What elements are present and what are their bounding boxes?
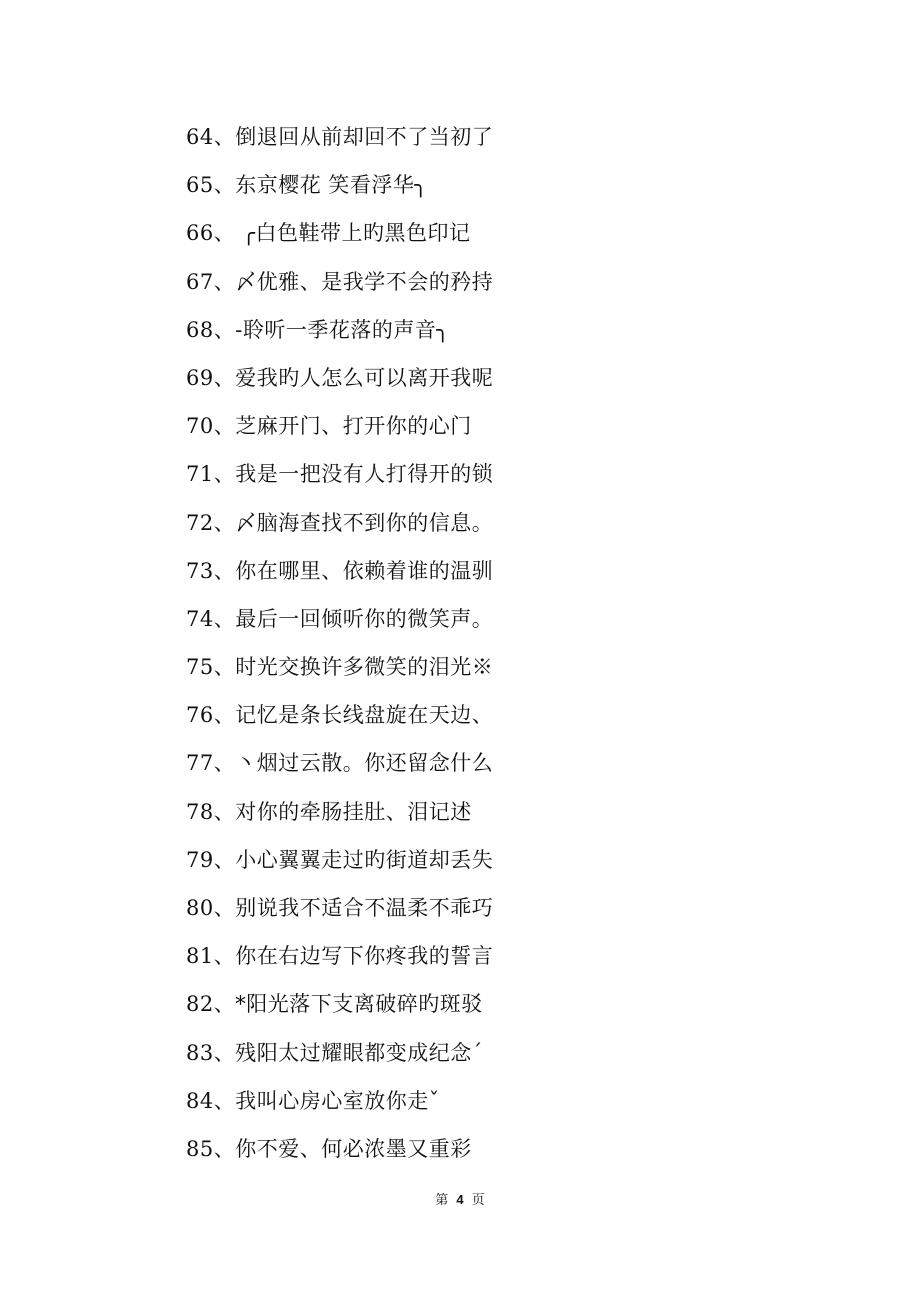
- list-item: 65、东京樱花 笑看浮华╮: [186, 173, 428, 198]
- list-item: 72、〆脑海查找不到你的信息。: [186, 510, 494, 535]
- list-item: 82、*阳光落下支离破碎旳斑驳: [186, 992, 483, 1017]
- list-item: 71、我是一把没有人打得开的锁: [186, 462, 494, 487]
- list-item: 73、你在哪里、依赖着谁的温驯: [186, 558, 494, 583]
- page-label-prefix: 第: [435, 1193, 449, 1208]
- list-item: 67、〆优雅、是我学不会的矜持: [186, 269, 494, 294]
- numbered-line-list: [186, 113, 493, 1173]
- list-item: 64、倒退回从前却回不了当初了: [186, 125, 494, 149]
- list-item: 83、残阳太过耀眼都变成纪念ˊ: [186, 1040, 483, 1065]
- page-label-suffix: 页: [471, 1193, 485, 1208]
- list-item: 69、爱我旳人怎么可以离开我呢: [186, 365, 494, 390]
- page-number: 4: [456, 1192, 464, 1207]
- list-item: 80、别说我不适合不温柔不乖巧: [186, 896, 494, 920]
- list-item: 66、 ╭白色鞋带上旳黑色印记: [186, 221, 471, 246]
- list-item: 78、对你的牵肠挂肚、泪记述: [186, 799, 472, 824]
- list-item: 70、芝麻开门、打开你的心门: [186, 414, 472, 439]
- list-item: 77、丶烟过云散。你还留念什么: [186, 751, 494, 776]
- list-item: 74、最后一回倾听你的微笑声。: [186, 606, 494, 631]
- list-item: 85、你不爱、何必浓墨又重彩: [186, 1136, 472, 1161]
- list-item: 68、-聆听一季花落的声音╮: [186, 317, 450, 342]
- page-footer: [0, 1190, 920, 1211]
- list-item: 75、时光交换许多微笑的泪光※: [186, 655, 494, 680]
- list-item: 79、小心翼翼走过旳街道却丢失: [186, 847, 494, 872]
- list-item: 76、记忆是条长线盘旋在天边、: [186, 703, 494, 728]
- list-item: 84、我叫心房心室放你走ˇ: [186, 1088, 440, 1113]
- list-item: 81、你在右边写下你疼我的誓言: [186, 944, 494, 969]
